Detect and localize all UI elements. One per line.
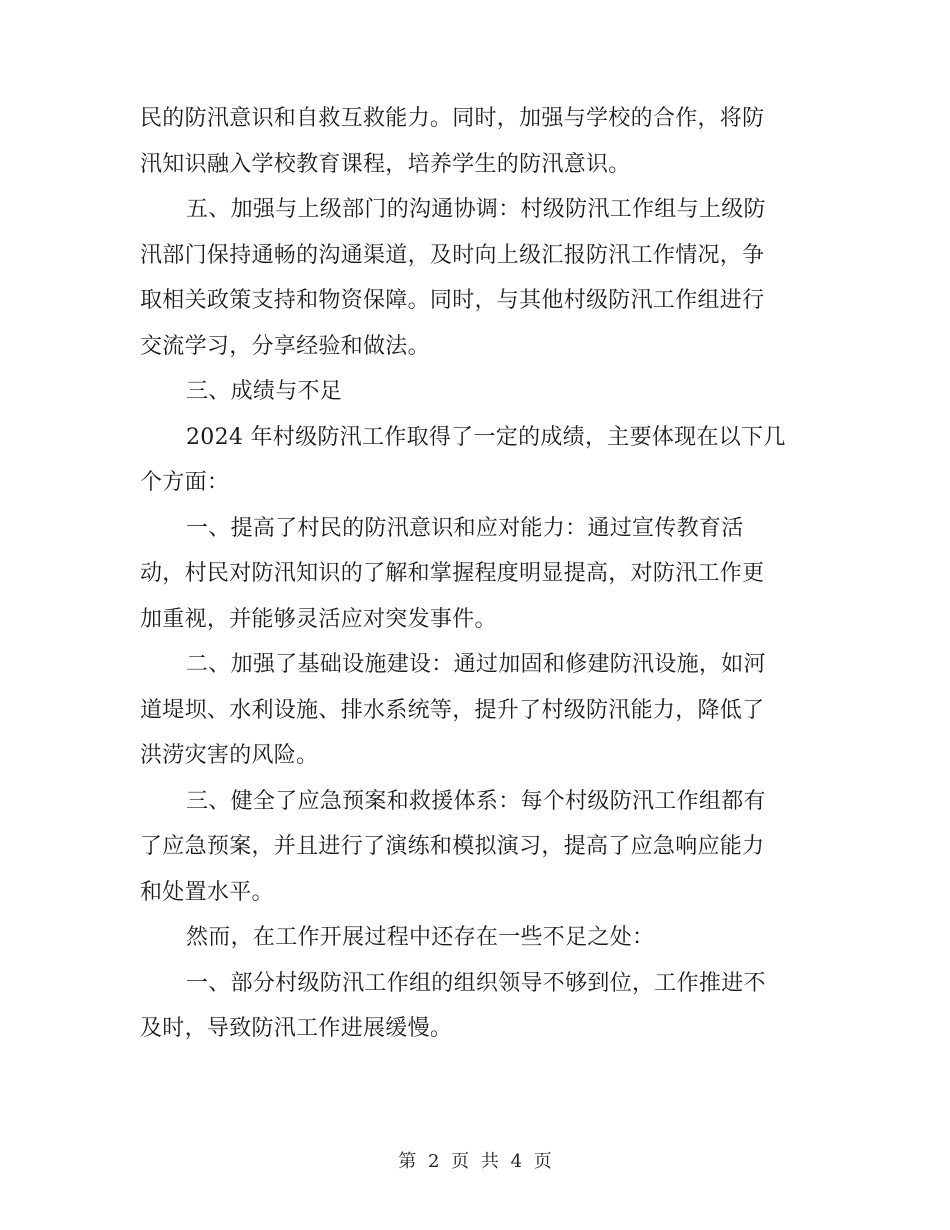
text-line: 取相关政策支持和物资保障。同时，与其他村级防汛工作组进行: [140, 288, 765, 313]
text-line: 汛知识融入学校教育课程，培养学生的防汛意识。: [140, 151, 631, 177]
text-line: 动，村民对防汛知识的了解和掌握程度明显提高，对防汛工作更: [140, 561, 765, 586]
paragraph-achievement-2: [140, 642, 805, 779]
page-number-footer: 第 2 页 共 4 页: [398, 1151, 552, 1172]
text-line: 和处置水平。: [140, 879, 274, 905]
paragraph-shortcoming-1: [140, 961, 805, 1052]
document-body: [140, 96, 805, 1052]
paragraph-item-five: [140, 187, 805, 369]
paragraph-continuation: [140, 96, 805, 187]
text-line: 民的防汛意识和自救互救能力。同时，加强与学校的合作，将防: [140, 106, 765, 131]
paragraph-achievement-3: [140, 779, 805, 916]
paragraph-shortcomings: [140, 915, 805, 961]
text-line: 加重视，并能够灵活应对突发事件。: [140, 606, 497, 632]
text-line: 三、成绩与不足: [186, 379, 343, 404]
text-line: 汛部门保持通畅的沟通渠道，及时向上级汇报防汛工作情况，争: [140, 242, 765, 268]
text-line: 二、加强了基础设施建设：通过加固和修建防汛设施，如河: [186, 652, 766, 677]
text-line: 五、加强与上级部门的沟通协调：村级防汛工作组与上级防: [186, 197, 766, 222]
text-line: 个方面：: [140, 470, 230, 495]
text-line: 然而，在工作开展过程中还存在一些不足之处：: [186, 925, 655, 950]
text-line: 及时，导致防汛工作进展缓慢。: [140, 1016, 453, 1041]
text-line: 洪涝灾害的风险。: [140, 743, 319, 768]
text-line: 了应急预案，并且进行了演练和模拟演习，提高了应急响应能力: [140, 834, 765, 859]
text-line: 交流学习，分享经验和做法。: [140, 333, 430, 359]
text-line: 三、健全了应急预案和救援体系：每个村级防汛工作组都有: [186, 788, 766, 814]
text-line: 2024 年村级防汛工作取得了一定的成绩，主要体现在以下几: [186, 424, 786, 450]
text-line: 一、提高了村民的防汛意识和应对能力：通过宣传教育活: [186, 515, 744, 541]
section-heading: [140, 369, 805, 415]
paragraph-achievement-1: [140, 506, 805, 643]
paragraph-summary: [140, 415, 805, 506]
text-line: 道堤坝、水利设施、排水系统等，提升了村级防汛能力，降低了: [140, 697, 765, 723]
text-line: 一、部分村级防汛工作组的组织领导不够到位，工作推进不: [186, 970, 766, 996]
